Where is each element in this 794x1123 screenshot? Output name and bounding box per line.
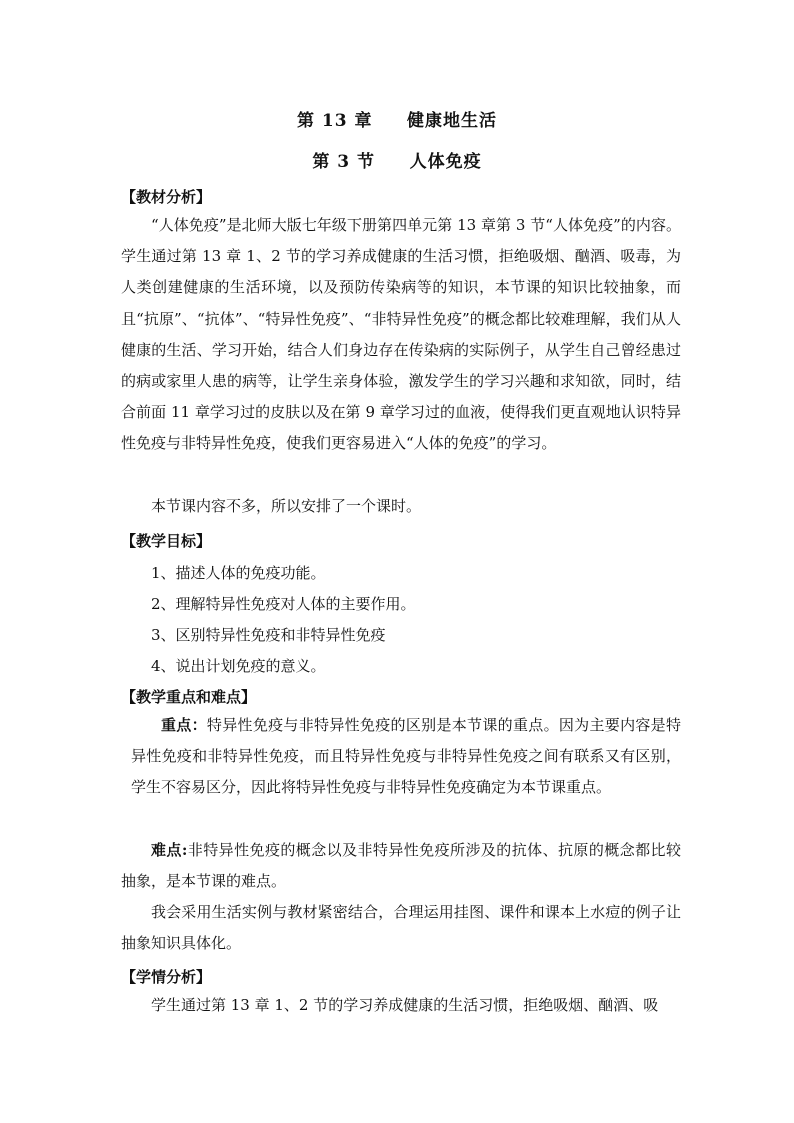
difficulty-label: 难点: — [151, 841, 188, 859]
lesson-count-paragraph: 本节课内容不多，所以安排了一个课时。 — [151, 497, 422, 515]
objective-item-2: 2、理解特异性免疫对人体的主要作用。 — [151, 595, 416, 613]
textbook-analysis-heading: 【教材分析】 — [121, 188, 212, 206]
key-point-paragraph — [131, 710, 681, 804]
key-points-heading: 【教学重点和难点】 — [121, 688, 257, 706]
key-point-text: 特异性免疫与非特异性免疫的区别是本节课的重点。因为主要内容是特异性免疫和非特异性免疫，而且特异性免疫与非特异性免疫之间有联系又有区别，学生不容易区分，因此将特异性免疫与非特异性免疫确定为本节课重点。 — [131, 716, 681, 797]
objective-item-1: 1、描述人体的免疫功能。 — [151, 564, 326, 582]
student-analysis-paragraph: 学生通过第 13 章 1、2 节的学习养成健康的生活习惯，拒绝吸烟、酗酒、吸 — [151, 996, 659, 1014]
objective-item-4: 4、说出计划免疫的意义。 — [151, 657, 326, 675]
section-title: 第 3 节 人体免疫 — [312, 152, 482, 172]
chapter-title: 第 13 章 健康地生活 — [296, 111, 498, 131]
teaching-method-paragraph: 我会采用生活实例与教材紧密结合，合理运用挂图、课件和课本上水痘的例子让抽象知识具体化。 — [121, 903, 681, 953]
objective-item-3: 3、区别特异性免疫和非特异性免疫 — [151, 626, 386, 644]
key-point-label: 重点： — [161, 716, 207, 734]
student-analysis-heading: 【学情分析】 — [121, 968, 212, 986]
objectives-heading: 【教学目标】 — [121, 532, 212, 550]
textbook-analysis-paragraph: “人体免疫”是北师大版七年级下册第四单元第 13 章第 3 节“人体免疫”的内容。学生通过第 13 章 1、2 节的学习养成健康的生活习惯，拒绝吸烟、酗酒、吸毒，为人类创建健康的生活环境，以及预防传染病等的知识，本节课的知识比较抽象，而且“抗原”、“抗体”、“特异性免疫”、“非特异性免疫”的概念都比较难理解，我们从人健康的生活、学习开始，结合人们身边存在传染病的实际例子，从学生自己曾经患过的病或家里人患的病等，让学生亲身体验，激发学生的学习兴趣和求知欲，同时，结合前面 11 章学习过的皮肤以及在第 9 章学习过的血液，使得我们更直观地认识特异性免疫与非特异性免疫，使我们更容易进入“人体的免疫”的学习。 — [121, 216, 681, 453]
difficulty-text: 非特异性免疫的概念以及非特异性免疫所涉及的抗体、抗原的概念都比较抽象，是本节课的难点。 — [121, 841, 681, 891]
difficulty-paragraph — [121, 835, 681, 897]
